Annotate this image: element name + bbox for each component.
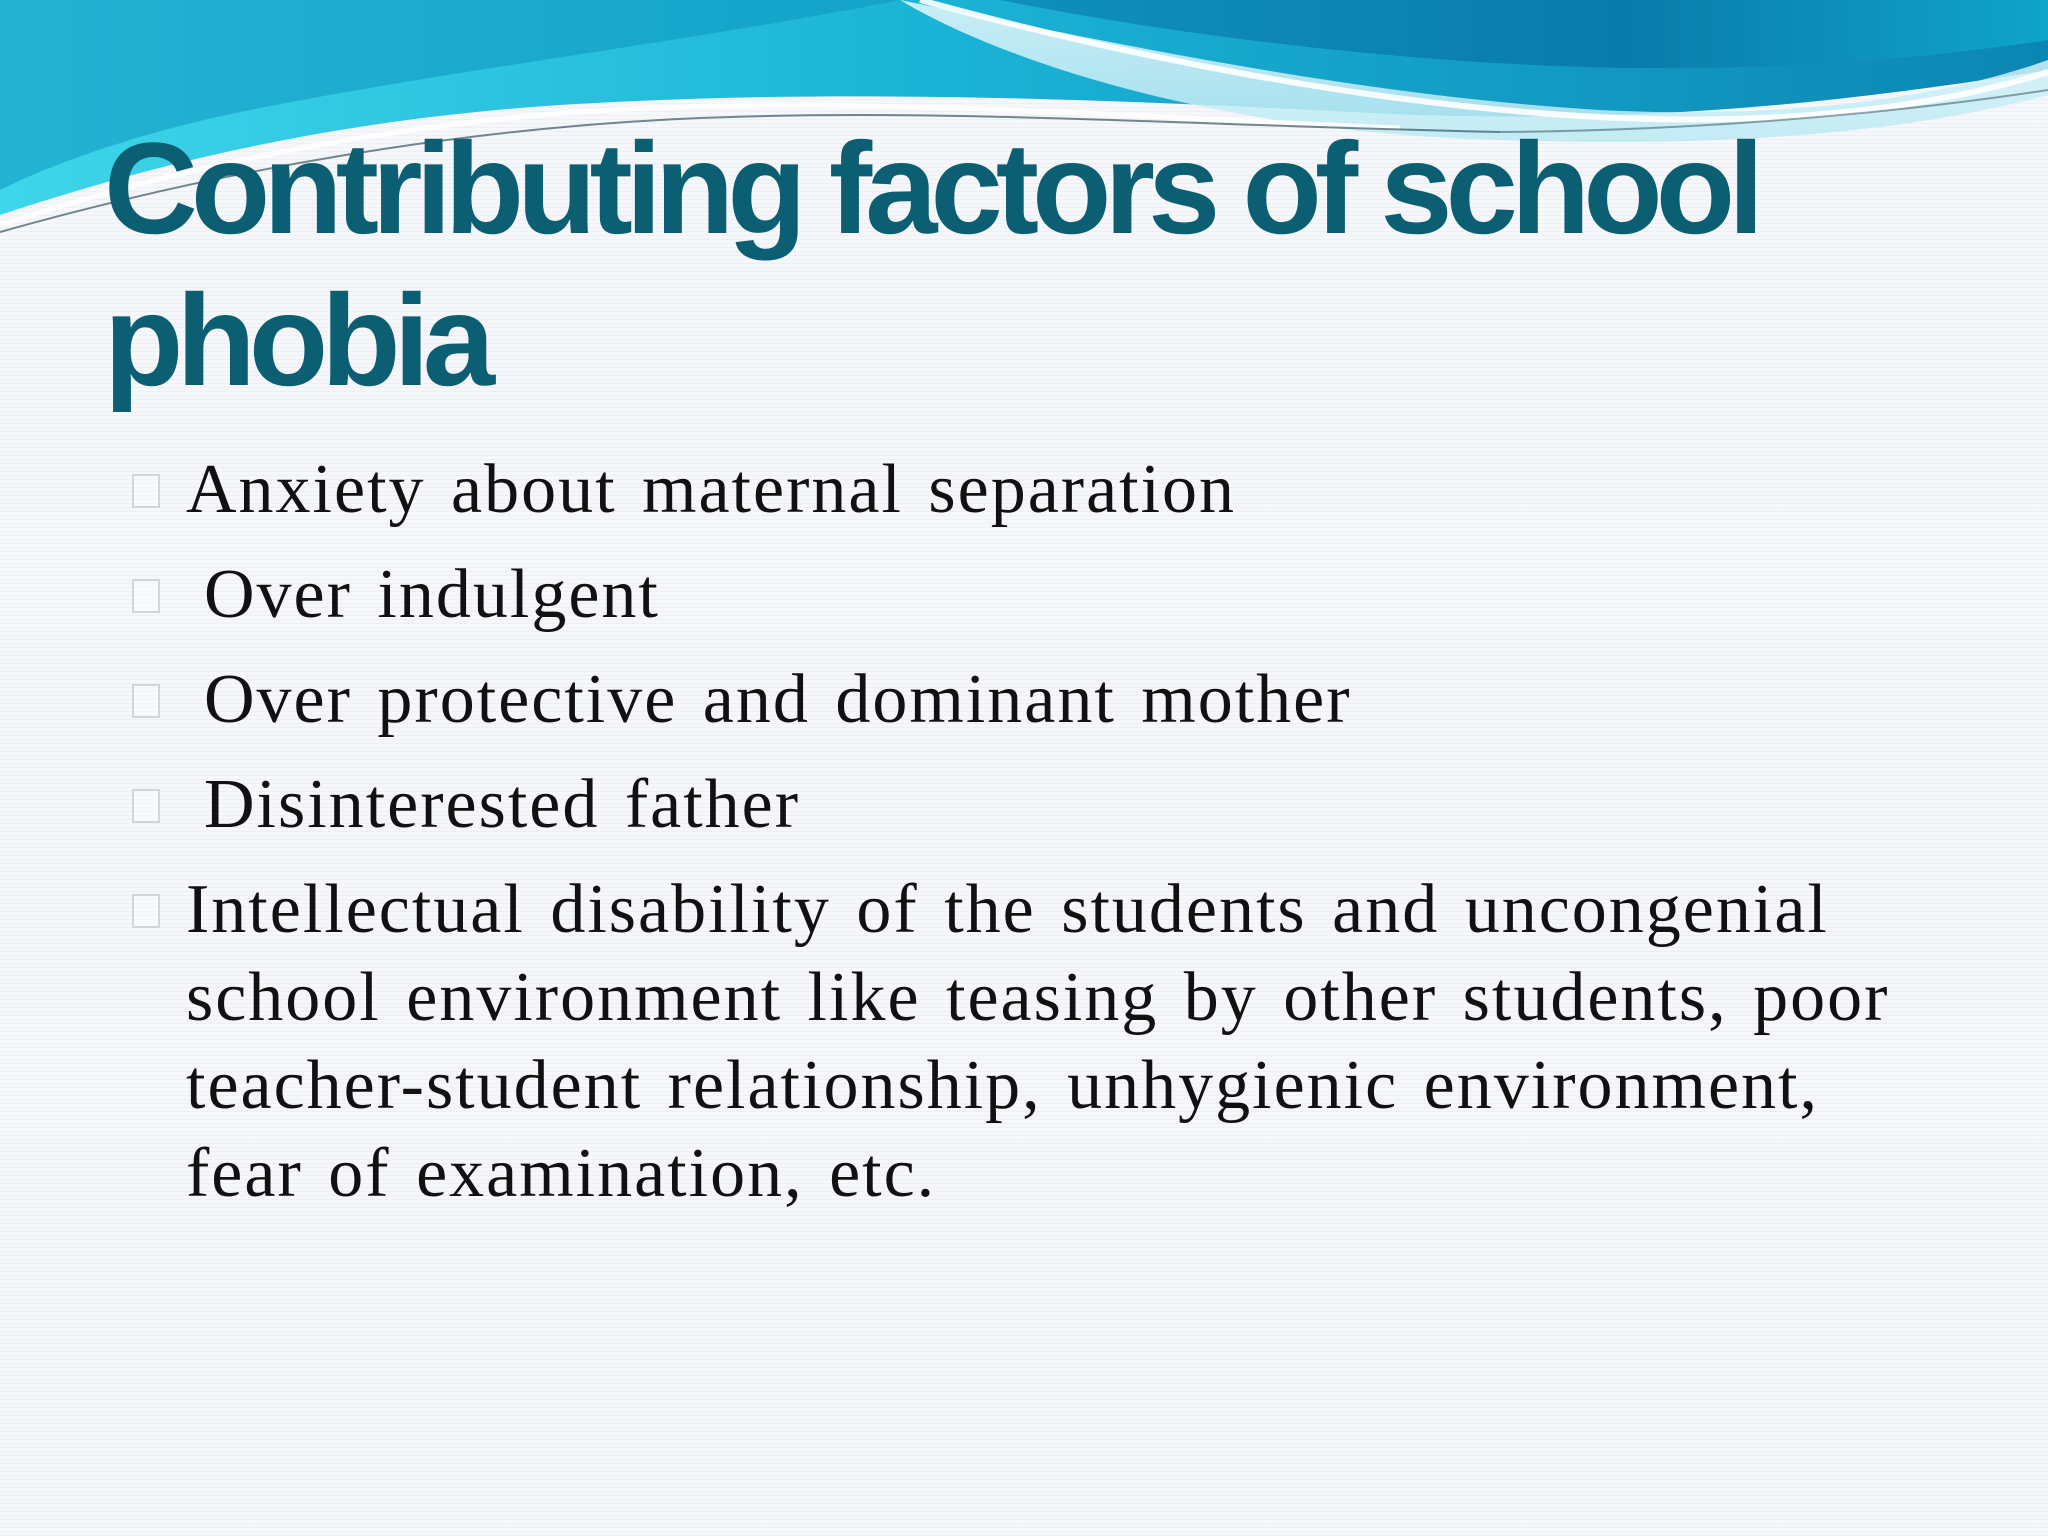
- bullet-text: Anxiety about maternal separation: [186, 451, 1237, 528]
- empty-square-icon: [132, 474, 160, 508]
- bullet-text: Disinterested father: [204, 766, 801, 843]
- slide-title: Contributing factors of school phobia: [104, 115, 1758, 413]
- bullet-text: Over indulgent: [204, 556, 660, 633]
- empty-square-icon: [132, 579, 160, 613]
- empty-square-icon: [132, 684, 160, 718]
- empty-square-icon: [132, 894, 160, 928]
- empty-square-icon: [132, 789, 160, 823]
- bullet-text: Over protective and dominant mother: [204, 661, 1352, 738]
- bullet-item: [128, 866, 1948, 1218]
- bullet-item: [128, 656, 1948, 744]
- bullet-item: [128, 446, 1948, 534]
- bullet-list: [128, 446, 1948, 1235]
- bullet-item: [128, 761, 1948, 849]
- bullet-text: Intellectual disability of the students and uncongenial school environment like teasing by other students, poor teacher-student relationship, unhygienic environment, fear of examination, etc.: [186, 871, 1890, 1212]
- bullet-item: [128, 551, 1948, 639]
